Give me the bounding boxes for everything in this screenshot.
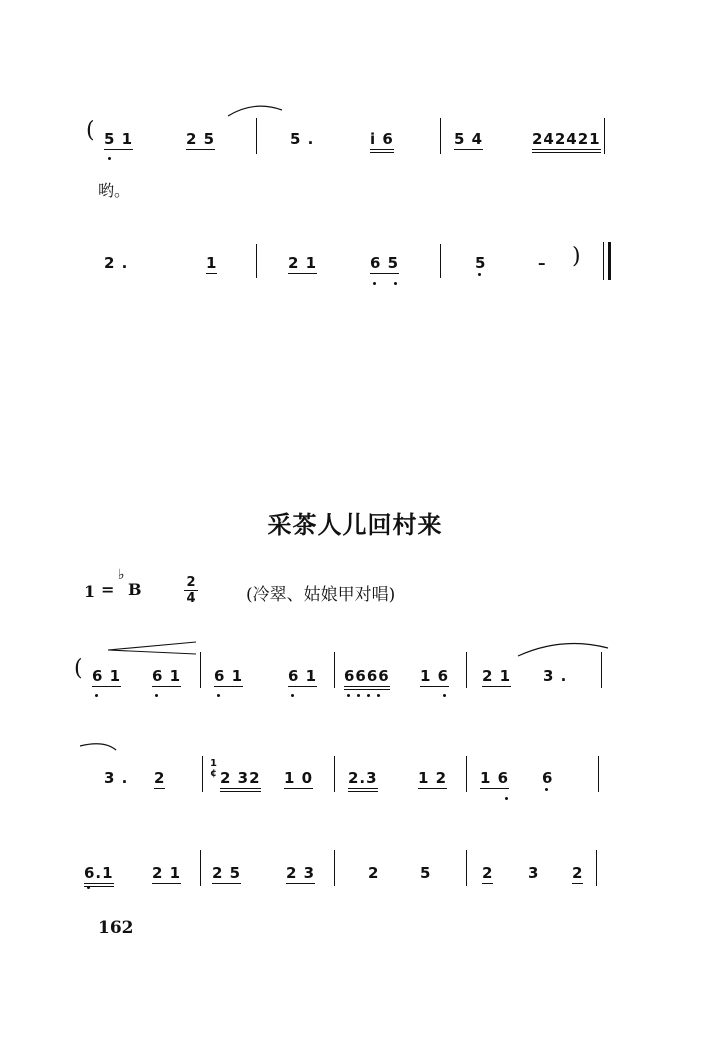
- lyric-text: 哟。: [98, 181, 131, 200]
- key-note: B: [128, 580, 142, 599]
- note-group: 2 32: [220, 769, 261, 792]
- time-signature-bottom: 4: [186, 591, 196, 606]
- note-group: 2 5: [186, 130, 216, 148]
- grace-note-top: 1: [210, 758, 217, 769]
- note-group: i 6: [370, 130, 394, 153]
- slur: [228, 106, 282, 116]
- close-paren: ): [572, 244, 581, 269]
- note-group: 5 .: [290, 130, 315, 148]
- note-group: 1 2: [418, 769, 448, 787]
- grace-note-bottom: ¢: [210, 768, 217, 779]
- note-group: 2 .: [104, 254, 129, 272]
- note-group: 2: [482, 864, 494, 882]
- note-group: 1: [206, 254, 218, 272]
- note-group: 1 6: [420, 667, 450, 685]
- key-one: 1: [84, 582, 96, 601]
- note-group: 1 6: [480, 769, 510, 787]
- note-group: 6666: [344, 667, 390, 690]
- page-number: 162: [98, 918, 134, 938]
- note-group: 3 .: [543, 667, 568, 685]
- note-group: 6 1: [92, 667, 122, 685]
- note-group: 6 1: [214, 667, 244, 685]
- note-group: 3: [528, 864, 540, 882]
- note-group: 2: [572, 864, 584, 882]
- note-group: 2 1: [288, 254, 318, 272]
- note-group: 6 1: [288, 667, 318, 685]
- open-paren: (: [74, 656, 83, 681]
- note-group: 2 1: [482, 667, 512, 685]
- time-signature-top: 2: [184, 576, 198, 591]
- note-group: 6: [542, 769, 554, 787]
- slur: [518, 644, 608, 657]
- note-group: 2: [154, 769, 166, 787]
- note-group: 5 1: [104, 130, 134, 148]
- open-paren: (: [86, 118, 95, 143]
- note-group: 6 5: [370, 254, 400, 272]
- key-flat: ♭: [118, 567, 125, 583]
- slur: [80, 744, 116, 750]
- performer-note: (冷翠、姑娘甲对唱): [246, 585, 396, 605]
- note-group: 3 .: [104, 769, 129, 787]
- note-group: 2: [368, 864, 380, 882]
- note-group: 2 1: [152, 864, 182, 882]
- note-group: 5: [420, 864, 432, 882]
- note-group: 6 1: [152, 667, 182, 685]
- key-equals: =: [101, 580, 115, 599]
- note-group: 242421: [532, 130, 601, 153]
- note-group: 2.3: [348, 769, 378, 792]
- note-group: 5 4: [454, 130, 484, 148]
- note-group: 2 3: [286, 864, 316, 882]
- note-group: 6.1: [84, 864, 114, 887]
- dash: –: [538, 254, 547, 272]
- note-group: 2 5: [212, 864, 242, 882]
- note-group: 5: [475, 254, 487, 272]
- crescendo-hairpin: [108, 642, 196, 654]
- note-group: 1 0: [284, 769, 314, 787]
- song-title: 采茶人儿回村来: [267, 511, 443, 539]
